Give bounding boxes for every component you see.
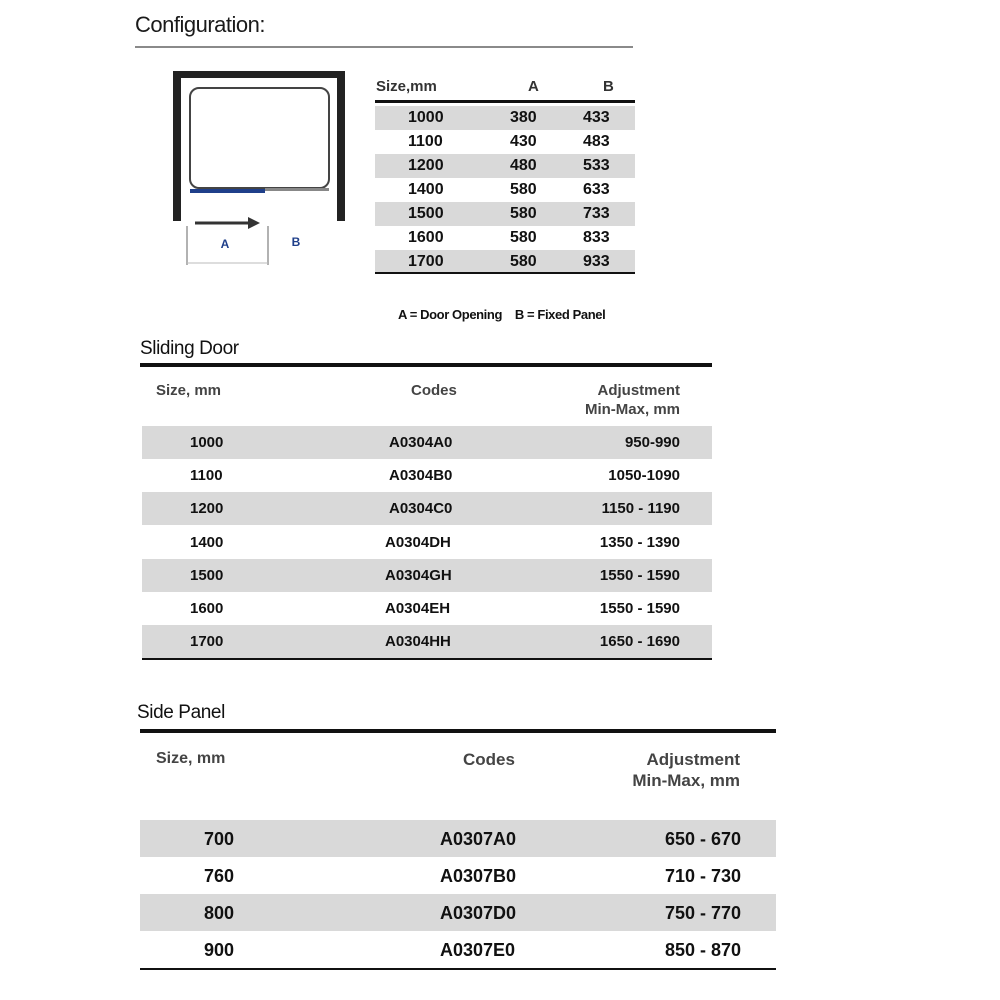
config-cell-b: 733 xyxy=(583,205,610,222)
cell-size: 760 xyxy=(204,866,235,886)
config-cell-b: 433 xyxy=(583,109,610,126)
cell-adjustment: 1050-1090 xyxy=(608,467,680,484)
sliding-door-header-adjustment: Adjustment xyxy=(597,382,680,399)
side-panel-bottom-rule xyxy=(140,968,776,970)
config-header-b: B xyxy=(603,78,614,95)
cell-code: A0304DH xyxy=(385,534,451,551)
config-row xyxy=(375,250,635,274)
config-row xyxy=(375,130,635,154)
sliding-door-row xyxy=(142,492,712,525)
config-header-size: Size,mm xyxy=(376,78,437,95)
config-cell-a: 430 xyxy=(510,133,537,150)
side-panel-header-codes: Codes xyxy=(463,750,515,769)
cell-adjustment: 850 - 870 xyxy=(664,940,741,960)
side-panel-row xyxy=(140,820,776,857)
side-panel-row xyxy=(140,931,776,968)
side-panel-header-minmax: Min-Max, mm xyxy=(632,771,740,790)
config-cell-a: 480 xyxy=(510,157,537,174)
cell-adjustment: 750 - 770 xyxy=(664,903,741,923)
config-row xyxy=(375,154,635,178)
cell-adjustment: 1150 - 1190 xyxy=(601,500,680,517)
config-row xyxy=(375,226,635,250)
cell-adjustment: 1550 - 1590 xyxy=(599,600,680,617)
config-cell-size: 1200 xyxy=(408,157,444,174)
cell-code: A0304HH xyxy=(385,633,451,650)
sliding-door-row xyxy=(142,625,712,658)
config-cell-a: 580 xyxy=(510,181,537,198)
slide-arrow-head-icon xyxy=(248,217,260,229)
config-cell-a: 580 xyxy=(510,205,537,222)
side-panel-header-adjustment: Adjustment xyxy=(646,750,740,769)
cell-code: A0304C0 xyxy=(389,500,453,517)
cell-code: A0307E0 xyxy=(440,940,516,960)
diagram-label-a: A xyxy=(220,237,230,251)
cell-size: 1600 xyxy=(190,600,224,617)
configuration-title: Configuration: xyxy=(135,12,265,37)
door-glass xyxy=(190,189,265,193)
frame-right-post xyxy=(337,71,345,221)
config-cell-size: 1100 xyxy=(408,133,443,150)
sliding-door-bottom-rule xyxy=(142,658,712,660)
config-cell-b: 533 xyxy=(583,157,610,174)
config-cell-size: 1400 xyxy=(408,181,444,198)
config-row xyxy=(375,106,635,130)
cell-adjustment: 710 - 730 xyxy=(664,866,741,886)
config-cell-size: 1500 xyxy=(408,205,444,222)
sliding-door-row xyxy=(142,426,712,459)
config-cell-size: 1600 xyxy=(408,229,444,246)
config-cell-a: 580 xyxy=(510,253,537,270)
cell-size: 1500 xyxy=(190,567,224,584)
sliding-door-header-minmax: Min-Max, mm xyxy=(584,401,680,418)
shower-tray-outline xyxy=(190,88,329,188)
cell-code: A0304GH xyxy=(385,567,452,584)
config-row xyxy=(375,202,635,226)
cell-adjustment: 1650 - 1690 xyxy=(599,633,680,650)
cell-size: 1200 xyxy=(190,500,224,517)
sliding-door-row xyxy=(142,592,712,625)
cell-code: A0307B0 xyxy=(440,866,517,886)
sliding-door-header-codes: Codes xyxy=(411,382,457,399)
cell-size: 1000 xyxy=(190,434,224,451)
sliding-door-header-size: Size, mm xyxy=(156,382,222,399)
config-cell-b: 833 xyxy=(583,229,610,246)
configuration-diagram xyxy=(168,66,358,276)
config-table-bottom-rule xyxy=(375,272,635,274)
side-panel-title: Side Panel xyxy=(137,702,225,723)
config-cell-a: 380 xyxy=(510,109,537,126)
sliding-door-top-rule xyxy=(140,363,712,367)
fixed-panel-glass xyxy=(265,188,329,191)
cell-adjustment: 950-990 xyxy=(624,434,680,451)
cell-size: 1400 xyxy=(190,534,224,551)
cell-code: A0304A0 xyxy=(389,434,453,451)
cell-adjustment: 1550 - 1590 xyxy=(599,567,680,584)
sliding-door-row xyxy=(142,459,712,492)
cell-size: 900 xyxy=(204,940,235,960)
config-cell-b: 483 xyxy=(583,133,610,150)
side-panel-row xyxy=(140,894,776,931)
config-table-top-rule xyxy=(375,100,635,103)
cell-adjustment: 1350 - 1390 xyxy=(599,534,680,551)
config-row xyxy=(375,178,635,202)
config-legend: A = Door Opening B = Fixed Panel xyxy=(398,307,606,322)
diagram-label-b: B xyxy=(291,235,301,249)
cell-size: 700 xyxy=(204,829,235,849)
config-header-a: A xyxy=(528,78,539,95)
cell-code: A0307D0 xyxy=(440,903,517,923)
sliding-door-row xyxy=(142,526,712,559)
cell-code: A0304B0 xyxy=(389,467,453,484)
sliding-door-title: Sliding Door xyxy=(140,338,239,359)
side-panel-row xyxy=(140,857,776,894)
cell-code: A0304EH xyxy=(385,600,451,617)
config-cell-b: 633 xyxy=(583,181,610,198)
cell-adjustment: 650 - 670 xyxy=(664,829,741,849)
config-cell-b: 933 xyxy=(583,253,610,270)
cell-size: 1700 xyxy=(190,633,224,650)
cell-code: A0307A0 xyxy=(440,829,517,849)
sliding-door-row xyxy=(142,559,712,592)
side-panel-header-size: Size, mm xyxy=(156,750,226,767)
frame-top xyxy=(173,71,345,78)
frame-left-post xyxy=(173,71,181,221)
cell-size: 800 xyxy=(204,903,235,923)
cell-size: 1100 xyxy=(190,467,223,484)
config-cell-size: 1700 xyxy=(408,253,444,270)
configuration-rule xyxy=(135,46,633,48)
config-cell-a: 580 xyxy=(510,229,537,246)
side-panel-top-rule xyxy=(140,729,776,733)
config-cell-size: 1000 xyxy=(408,109,444,126)
